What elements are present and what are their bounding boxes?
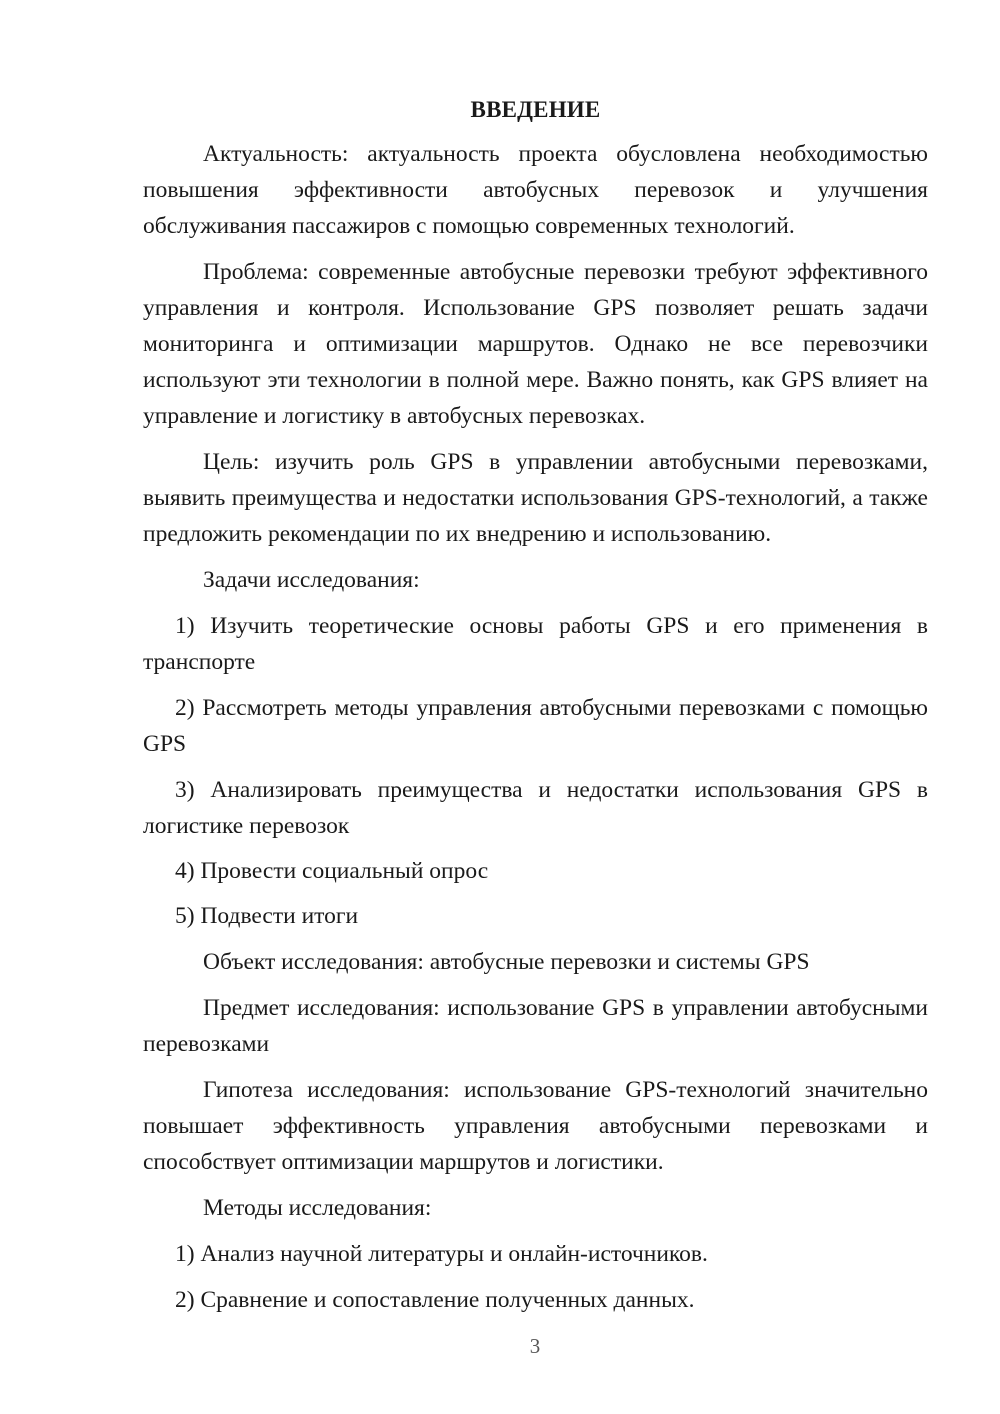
method-item: 2) Сравнение и сопоставление полученных данных. — [175, 1287, 695, 1313]
page-content — [143, 92, 928, 1318]
object-paragraph: Объект исследования: автобусные перевозки и системы GPS — [203, 949, 810, 975]
task-item: 1) Изучить теоретические основы работы GPS и его применения в транспорте — [143, 613, 928, 675]
relevance-paragraph: Актуальность: актуальность проекта обусловлена необходимостью повышения эффективности автобусных перевозок и улучшения обслуживания пассажиров с помощью современных технологий. — [143, 141, 928, 239]
subject-paragraph: Предмет исследования: использование GPS в управлении автобусными перевозками — [143, 995, 928, 1057]
tasks-title: Задачи исследования: — [203, 567, 420, 593]
goal-paragraph: Цель: изучить роль GPS в управлении автобусными перевозками, выявить преимущества и недостатки использования GPS-технологий, а также предложить рекомендации по их внедрению и использованию. — [143, 449, 928, 547]
section-heading: ВВЕДЕНИЕ — [470, 97, 601, 122]
problem-paragraph: Проблема: современные автобусные перевозки требуют эффективного управления и контроля. Использование GPS позволяет решать задачи мониторинга и оптимизации маршрутов. Однако не все перевозчики используют эти технологии в полной мере. Важно понять, как GPS влияет на управление и логистику в автобусных перевозках. — [143, 259, 928, 429]
hypothesis-paragraph: Гипотеза исследования: использование GPS-технологий значительно повышает эффективность управления автобусными перевозками и способствует оптимизации маршрутов и логистики. — [143, 1077, 928, 1175]
method-item: 1) Анализ научной литературы и онлайн-источников. — [175, 1241, 708, 1267]
task-item: 5) Подвести итоги — [175, 903, 359, 929]
task-item: 2) Рассмотреть методы управления автобусными перевозками с помощью GPS — [143, 695, 928, 757]
page-number: 3 — [529, 1334, 541, 1358]
task-item: 3) Анализировать преимущества и недостатки использования GPS в логистике перевозок — [143, 777, 928, 839]
methods-title: Методы исследования: — [203, 1195, 432, 1221]
task-item: 4) Провести социальный опрос — [175, 858, 489, 884]
